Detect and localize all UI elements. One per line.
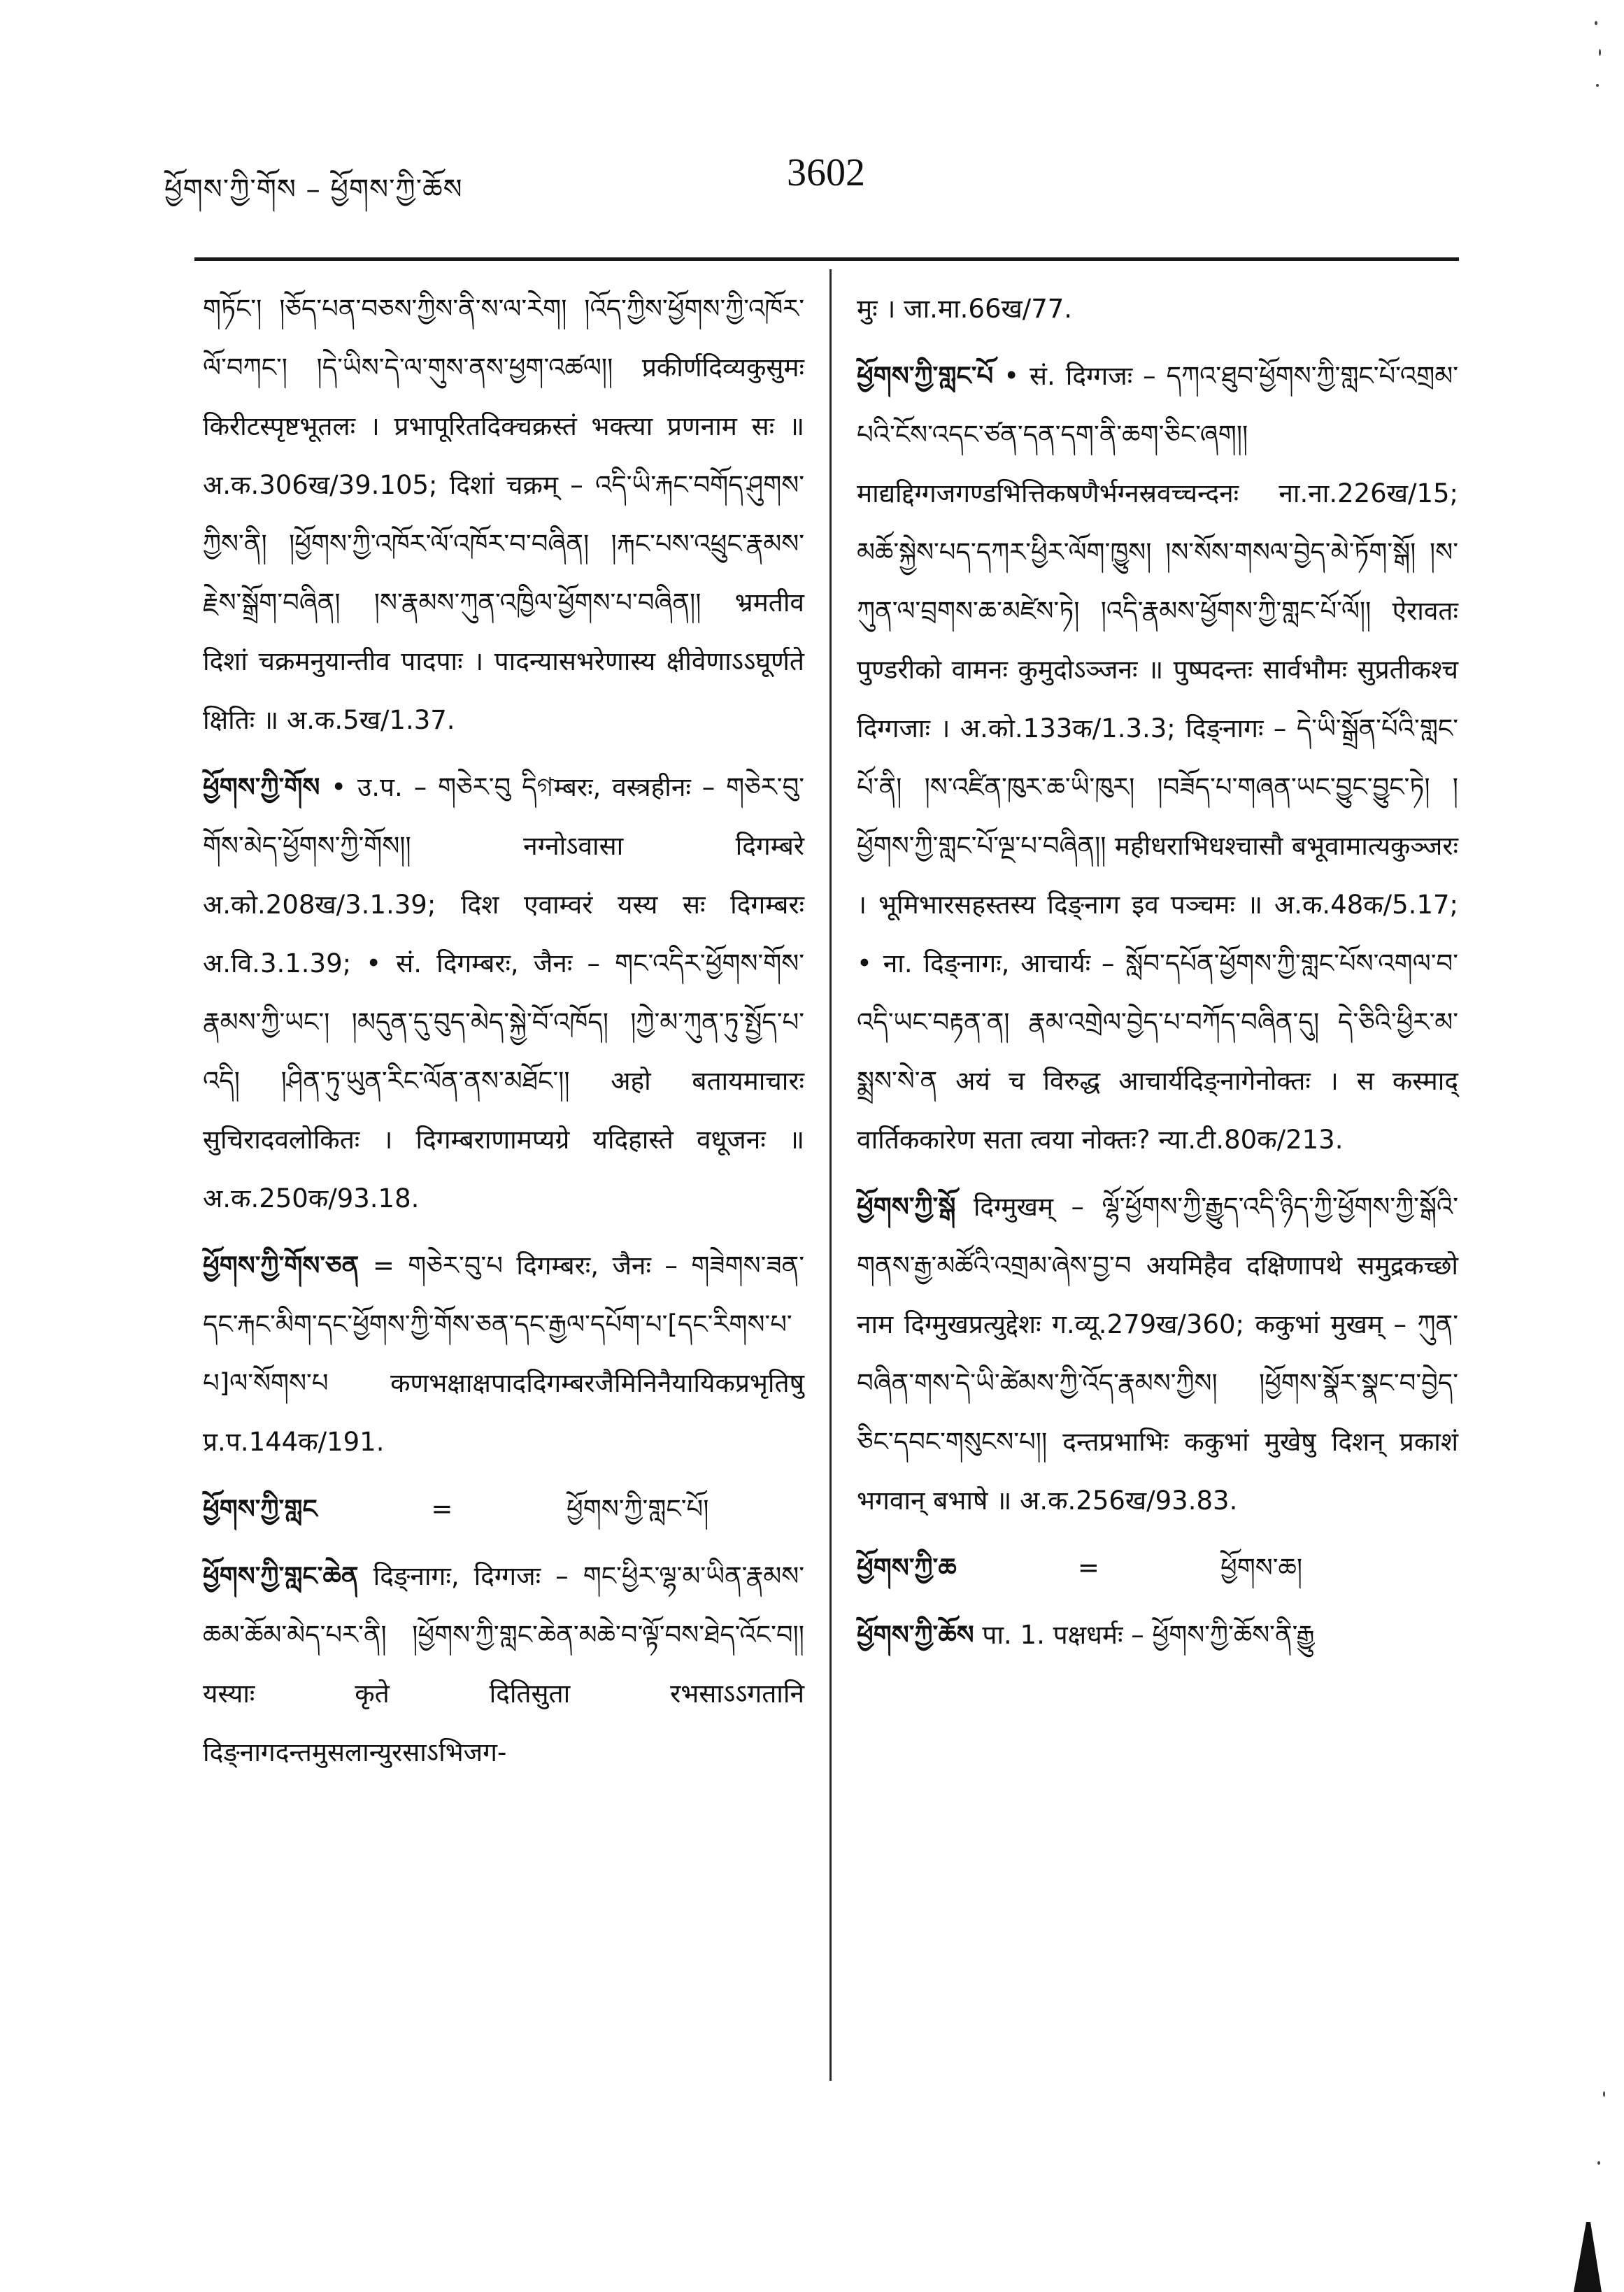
entry-headword: ཕྱོགས་ཀྱི་གླང་ཆེན: [203, 1561, 359, 1591]
dictionary-entry: [857, 1178, 1458, 1530]
header-rule: [194, 257, 1459, 261]
entry-body: • उ.प. – གཅེར་བུ དིগम्बरः, वस्त्रहीनः – གཅེར་བུ་གོས་མེད་ཕྱོགས་ཀྱི་གོས།། नग्नोऽवासा दिगम्बरे अ.को.208ख/3.1.39; दिश एवाम्वरं यस्य सः दिगम्बरः अ.वि.3.1.39; • सं. दिगम्बरः, जैनः – གང་འདིར་ཕྱོགས་གོས་རྣམས་ཀྱི་ཡང་། །མདུན་དུ་བུད་མེད་སྐྱེ་བོ་འཁོད། །ཀྱེ་མ་ཀུན་ཏུ་སྤྱོད་པ་འདི། །ཤིན་ཏུ་ཡུན་རིང་ལོན་ནས་མཐོང་།། अहो बतायमाचारः सुचिरादवलोकितः । दिगम्बराणामप्यग्रे यदिहास्ते वधूजनः ॥ अ.क.250क/93.18.: [203, 772, 805, 1213]
xref-target: ཕྱོགས་ཆ།: [1220, 1553, 1303, 1583]
scan-speck: [1596, 84, 1599, 87]
entry-text: [857, 1178, 1458, 1530]
scan-specks: [1589, 7, 1610, 2273]
xref-equals: =: [1077, 1553, 1099, 1583]
cross-reference: [203, 1480, 804, 1539]
paragraph-text: གཏོང་། །ཅོད་པན་བཅས་ཀྱིས་ནི་ས་ལ་རེག། །འོད་ཀྱིས་ཕྱོགས་ཀྱི་འཁོར་ལོ་བཀང་། །དེ་ཡིས་དེ་ལ་གུས་ནས་ཕྱག་འཚལ།། प्रकीर्णदिव्यकुसुमः किरीटस्पृष्टभूतलः । प्रभापूरितदिक्चक्रस्तं भक्त्या प्रणनाम सः ॥ अ.क.306ख/39.105; दिशां चक्रम् – འདི་ཡི་རྐང་བགོད་ཤུགས་ཀྱིས་ནི། །ཕྱོགས་ཀྱི་འཁོར་ལོ་འཁོར་བ་བཞིན། །རྐང་པས་འཕྲུང་རྣམས་རྗེས་སྒྲོག་བཞིན། །ས་རྣམས་ཀུན་འཁྱིལ་ཕྱོགས་པ་བཞིན།། भ्रमतीव दिशां चक्रमनुयान्तीव पादपाः । पादन्यासभरेणास्य क्षीवेणाऽऽघूर्णते क्षितिः ॥ अ.क.5ख/1.37.: [203, 294, 804, 735]
xref-equals: =: [431, 1494, 453, 1524]
xref-headword: ཕྱོགས་ཀྱི་གླང: [203, 1494, 318, 1524]
paragraph-text: मुः । जा.मा.66ख/77.: [857, 294, 1073, 324]
entry-headword: ཕྱོགས་ཀྱི་སྒོ: [857, 1192, 956, 1222]
running-head: ཕྱོགས་ཀྱི་གོས – ཕྱོགས་ཀྱི་ཆོས: [164, 173, 463, 206]
continuation-paragraph: [203, 280, 804, 750]
entry-text: [857, 347, 1458, 1169]
xref-target: ཕྱོགས་ཀྱི་གླང་པོ།: [566, 1494, 709, 1524]
dictionary-entry: [857, 347, 1458, 1169]
page-number: 3602: [787, 151, 865, 194]
xref-headword: ཕྱོགས་ཀྱི་ཆ: [857, 1553, 957, 1583]
dictionary-entry: [857, 1606, 1458, 1665]
entry-body: दिङ्नागः, दिग्गजः – གང་ཕྱིར་ལྷ་མ་ཡིན་རྣམས་ཆམ་ཆོམ་མེད་པར་ནི། །ཕྱོགས་ཀྱི་གླང་ཆེན་མཆེ་བ་ལྟོ་བས་ཐེད་འོང་བ།། यस्याः कृते दितिसुता रभसाऽऽगतानि दिङ्नागदन्तमुसलान्युरसाऽभिजग-: [203, 1561, 805, 1767]
left-column: [203, 280, 804, 1791]
entry-headword: ཕྱོགས་ཀྱི་གོས: [203, 772, 320, 802]
entry-body: पा. 1. पक्षधर्मः – ཕྱོགས་ཀྱི་ཆོས་ནི་རྒྱུ: [982, 1620, 1315, 1650]
entry-text: [203, 1547, 804, 1782]
scan-speck: [1603, 2091, 1605, 2097]
right-column: [857, 280, 1458, 1673]
scan-speck: [1597, 2161, 1600, 2165]
dictionary-entry: [203, 758, 804, 1228]
entry-body: • सं. दिग्गजः – དཀའ་ཐུབ་ཕྱོགས་ཀྱི་གླང་པོ་འགྲམ་པའི་ངོས་འདང་ཙན་དན་དག་ནི་ཆག་ཅིང་ཞག།། माद्यद्दिग्गजगण्डभित्तिकषणैर्भग्नस्रवच्चन्दनः ना.ना.226ख/15; མཆོ་སྐྱེས་པད་དཀར་ཕྱིར་ལོག་ཁྱུས། །ས་སོས་གསལ་བྱེད་མེ་ཏོག་སྒོ། །ས་ཀུན་ལ་བྲགས་ཆ་མཛེས་ཏེ། །འདི་རྣམས་ཕྱོགས་ཀྱི་གླང་པོ་ལོ།། ऐरावतः पुण्डरीको वामनः कुमुदोऽञ्जनः ॥ पुष्पदन्तः सार्वभौमः सुप्रतीकश्च दिग्गजाः । अ.को.133क/1.3.3; दिङ्नागः – དེ་ཡི་སྒྲོན་པོའི་གླང་པོ་ནི། །ས་འཛིན་ཁུར་ཆ་ཡི་ཁུར། །བཟོད་པ་གཞན་ཡང་བྱུང་བྱུང་ཏེ། །ཕྱོགས་ཀྱི་གླང་པོ་ལྔ་པ་བཞིན།། महीधराभिधश्चासौ बभूवामात्यकुञ्जरः । भूमिभारसहस्तस्य दिङ्नाग इव पञ्चमः ॥ अ.क.48क/5.17; • ना. दिङ्नागः, आचार्यः – སློབ་དཔོན་ཕྱོགས་ཀྱི་གླང་པོས་འགལ་བ་འདི་ཡང་བརྟན་ན། རྣམ་འགྲེལ་བྱེད་པ་བཀོད་བཞིན་དུ། དེ་ཅིའི་ཕྱིར་མ་སྨྲས་སེ་ན अयं च विरुद्ध आचार्यदिङ्नागेनोक्तः । स कस्माद् वार्तिककारेण सता त्वया नोक्तः? न्या.टी.80क/213.: [857, 361, 1459, 1155]
dictionary-entry: [203, 1237, 804, 1472]
scan-speck: [1599, 49, 1601, 56]
entry-text: [203, 1237, 804, 1472]
entry-text: [857, 1606, 1458, 1665]
entry-body: = གཅེར་བུ་པ दिगम्बरः, जैनः – གཟེགས་ཟན་དང་རྐང་མིག་དང་ཕྱོགས་ཀྱི་གོས་ཅན་དང་རྒྱལ་དཔོག་པ་[དང་རིགས་པ་པ]ལ་སོགས་པ कणभक्षाक्षपाददिगम्बरजैमिनिनैयायिकप्रभृतिषु प्र.प.144क/191.: [203, 1251, 804, 1457]
entry-headword: ཕྱོགས་ཀྱི་གླང་པོ: [857, 361, 994, 391]
entry-headword: ཕྱོགས་ཀྱི་གོས་ཅན: [203, 1251, 359, 1281]
page-header: [164, 150, 1465, 206]
scan-speck: [1595, 21, 1597, 25]
entry-headword: ཕྱོགས་ཀྱི་ཆོས: [857, 1620, 974, 1650]
entry-body: दिग्मुखम् – ལྷོ་ཕྱོགས་ཀྱི་རྒྱུད་འདི་ཉིད་ཀྱི་ཕྱོགས་ཀྱི་སྒོའི་གནས་རྒྱ་མཚོའི་འགྲམ་ཞེས་བྱ་བ अयमिहैव दक्षिणापथे समुद्रकच्छो नाम दिग्मुखप्रत्युद्देशः ग.व्यू.279ख/360; ककुभां मुखम् – ཀུན་བཞིན་གས་དེ་ཡི་ཚེམས་ཀྱི་འོད་རྣམས་ཀྱིས། །ཕྱོགས་སྣོར་སྣང་བ་བྱེད་ཅིང་དབང་གསུངས་པ།། दन्तप्रभाभिः ककुभां मुखेषु दिशन् प्रकाशं भगवान् बभाषे ॥ अ.क.256ख/93.83.: [857, 1192, 1458, 1516]
cross-reference: [857, 1539, 1458, 1597]
dictionary-entry: [203, 1547, 804, 1782]
column-divider: [829, 269, 832, 2081]
entry-text: [203, 758, 804, 1228]
continuation-paragraph: [857, 280, 1458, 339]
